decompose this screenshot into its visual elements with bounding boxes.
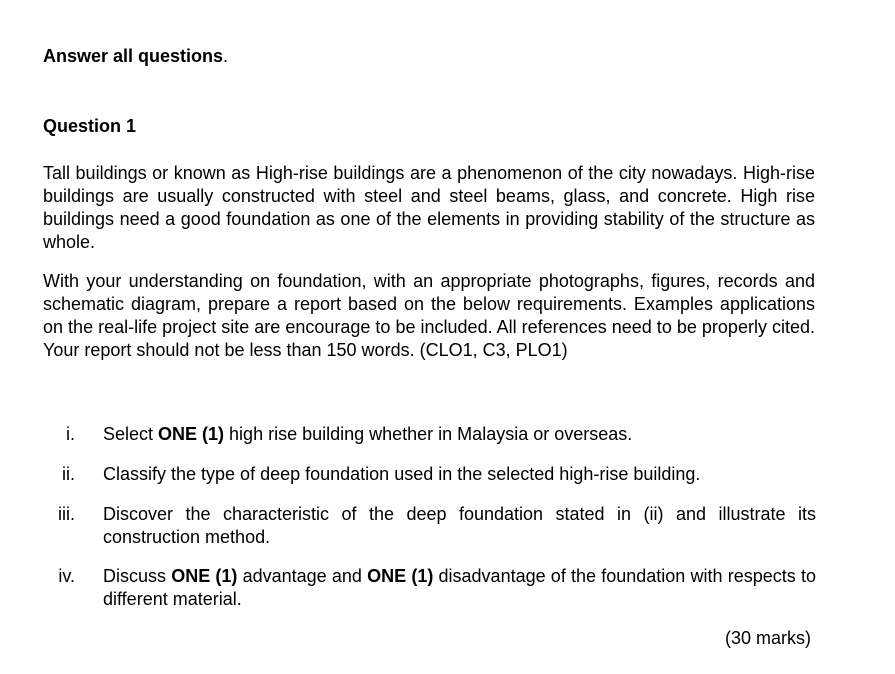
marks-total: (30 marks)	[724, 628, 811, 648]
list-item-number: iv.	[58, 566, 75, 586]
item-text-part: disadvantage of the foundation with respects to different material.	[103, 566, 816, 609]
item-text-bold: ONE (1)	[367, 566, 434, 586]
list-item-text	[103, 423, 816, 446]
question-paragraph-2: With your understanding on foundation, with an appropriate photographs, figures, records and schematic diagram, prepare a report based on the below requirements. Examples applications on the real-life project site are encourage to be included. All references need to be properly cited. Your report should not be less than 150 words. (CLO1, C3, PLO1)	[43, 271, 815, 360]
question-paragraph-1: Tall buildings or known as High-rise buildings are a phenomenon of the city nowadays. High-rise buildings are usually constructed with steel and steel beams, glass, and concrete. High rise buildings need a good foundation as one of the elements in providing stability of the structure as whole.	[43, 163, 815, 252]
list-item-number: iii.	[58, 504, 75, 524]
list-item-text	[103, 463, 816, 486]
list-item-text	[103, 565, 816, 611]
instruction-period: .	[223, 46, 229, 66]
item-text-part: Discover the characteristic of the deep foundation stated in (ii) and illustrate its construction method.	[103, 504, 816, 547]
item-text-part: Classify the type of deep foundation used in the selected high-rise building.	[103, 464, 701, 484]
question-title: Question 1	[43, 116, 137, 136]
item-text-part: advantage and	[237, 566, 368, 586]
item-text-bold: ONE (1)	[158, 424, 225, 444]
instruction-text: Answer all questions	[43, 46, 224, 66]
instruction-heading	[43, 46, 228, 67]
item-text-part: high rise building whether in Malaysia or overseas.	[224, 424, 633, 444]
list-item-number: i.	[66, 424, 75, 444]
item-text-part: Select	[103, 424, 159, 444]
item-text-part: Discuss	[103, 566, 172, 586]
list-item-number: ii.	[62, 464, 75, 484]
item-text-bold: ONE (1)	[171, 566, 238, 586]
list-item-text	[103, 503, 816, 549]
